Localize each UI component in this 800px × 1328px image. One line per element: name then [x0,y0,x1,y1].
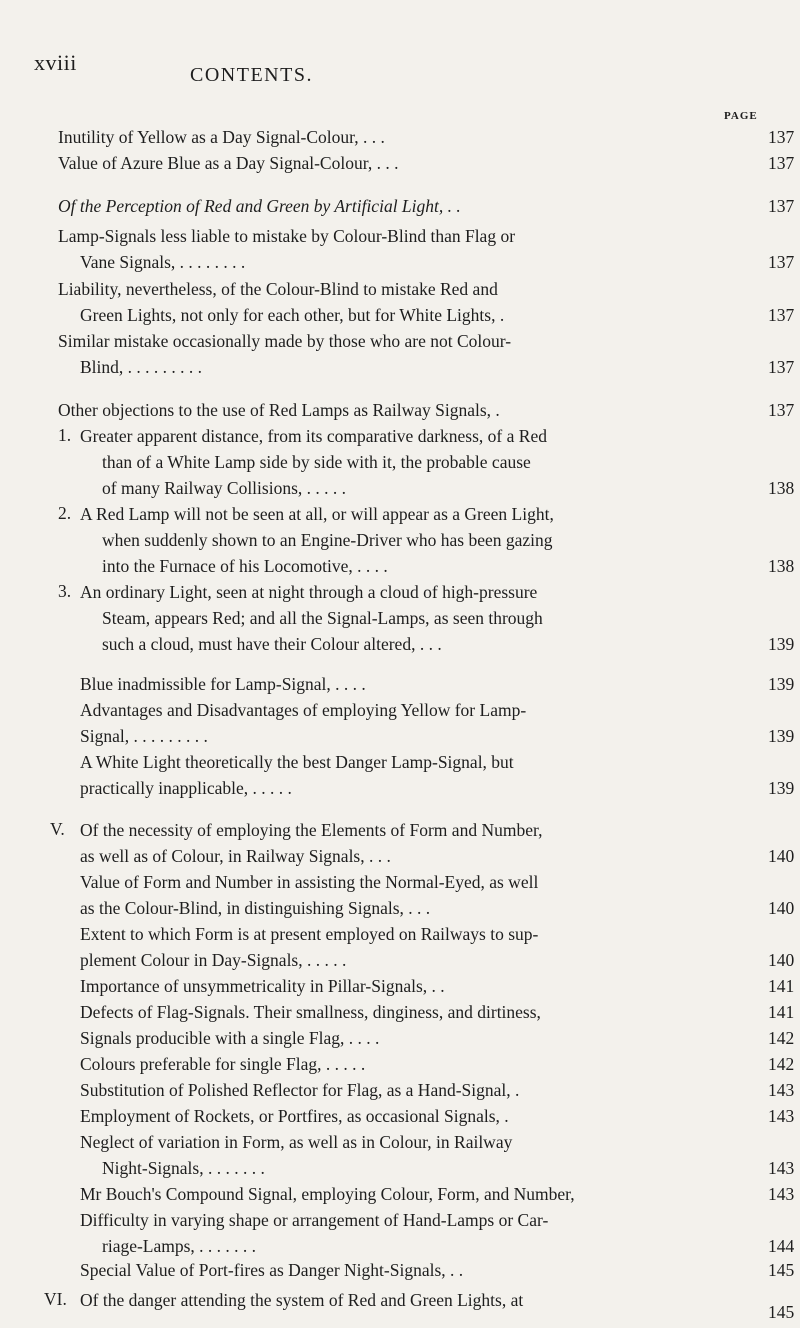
entry-line: Substitution of Polished Reflector for Flag, as a Hand-Signal, . [80,1080,520,1100]
entry-line: A Red Lamp will not be seen at all, or will appear as a Green Light, [80,504,554,524]
entry-line: Special Value of Port-fires as Danger Night-Signals, . . [80,1260,464,1280]
entry-line: as well as of Colour, in Railway Signals, . . . [80,846,391,866]
entry-line: such a cloud, must have their Colour altered, . . . [102,634,442,654]
entry-page-number: 138 [768,478,795,498]
entry-line: Signal, . . . . . . . . . [80,726,208,746]
entry-page-number: 137 [768,252,795,272]
entry-line: Liability, nevertheless, of the Colour-Blind to mistake Red and [58,279,498,299]
entry-page-number: 137 [768,153,795,173]
entry-line: Other objections to the use of Red Lamps as Railway Signals, . [58,400,500,420]
entry-number: 2. [58,503,72,523]
entry-page-number: 140 [768,898,795,918]
entry-line: Signals producible with a single Flag, . . . . [80,1028,380,1048]
entry-page-number: 137 [768,305,795,325]
entry-line: A White Light theoretically the best Danger Lamp-Signal, but [80,752,514,772]
entry-number: VI. [44,1289,67,1309]
entry-line: Value of Azure Blue as a Day Signal-Colour, . . . [58,153,399,173]
entry-page-number: 140 [768,846,795,866]
entry-page-number: 145 [768,1260,795,1280]
entry-page-number: 143 [768,1080,795,1100]
entry-page-number: 145 [768,1302,795,1322]
entry-line: Mr Bouch's Compound Signal, employing Colour, Form, and Number, [80,1184,575,1204]
entry-line: plement Colour in Day-Signals, . . . . . [80,950,347,970]
entry-line: Of the Perception of Red and Green by Artificial Light, . . [58,196,461,216]
entry-line: Of the danger attending the system of Red and Green Lights, at [80,1290,524,1310]
entry-line: practically inapplicable, . . . . . [80,778,292,798]
entry-line: Difficulty in varying shape or arrangement of Hand-Lamps or Car- [80,1210,549,1230]
entry-line: Similar mistake occasionally made by those who are not Colour- [58,331,512,351]
entry-page-number: 143 [768,1158,795,1178]
entry-line: Employment of Rockets, or Portfires, as occasional Signals, . [80,1106,509,1126]
entry-line: Greater apparent distance, from its comparative darkness, of a Red [80,426,547,446]
entry-page-number: 137 [768,400,795,420]
entry-page-number: 139 [768,778,795,798]
entry-line: riage-Lamps, . . . . . . . [102,1236,257,1256]
page-folio: xviii [34,50,77,75]
entry-line: Night-Signals, . . . . . . . [102,1158,265,1178]
entry-line: Blind, . . . . . . . . . [80,357,203,377]
entry-page-number: 137 [768,357,795,377]
entry-line: Extent to which Form is at present employed on Railways to sup- [80,924,539,944]
entry-page-number: 139 [768,674,795,694]
entry-line: Importance of unsymmetricality in Pillar-Signals, . . [80,976,445,996]
page-column-label: PAGE [724,110,758,122]
entry-line: Lamp-Signals less liable to mistake by Colour-Blind than Flag or [58,226,516,246]
entry-page-number: 139 [768,726,795,746]
entry-page-number: 141 [768,976,795,996]
entry-page-number: 139 [768,634,795,654]
entry-line: Steam, appears Red; and all the Signal-Lamps, as seen through [102,608,543,628]
entry-line: Green Lights, not only for each other, but for White Lights, . [80,305,505,325]
entry-line: Neglect of variation in Form, as well as in Colour, in Railway [80,1132,513,1152]
entry-page-number: 142 [768,1028,795,1048]
entry-line: Defects of Flag-Signals. Their smallness, dinginess, and dirtiness, [80,1002,541,1022]
entry-number: V. [50,819,65,839]
entry-page-number: 144 [768,1236,795,1256]
entry-line: Advantages and Disadvantages of employing Yellow for Lamp- [80,700,527,720]
entry-page-number: 140 [768,950,795,970]
entry-page-number: 138 [768,556,795,576]
entry-line: Blue inadmissible for Lamp-Signal, . . . . [80,674,366,694]
entry-page-number: 143 [768,1184,795,1204]
entry-number: 1. [58,425,72,445]
entry-line: when suddenly shown to an Engine-Driver who has been gazing [102,530,553,550]
entry-page-number: 137 [768,127,795,147]
entry-page-number: 142 [768,1054,795,1074]
entry-line: of many Railway Collisions, . . . . . [102,478,347,498]
entry-line: into the Furnace of his Locomotive, . . . . [102,556,388,576]
entry-line: Vane Signals, . . . . . . . . [80,252,246,272]
entry-line: Value of Form and Number in assisting the Normal-Eyed, as well [80,872,539,892]
entry-number: 3. [58,581,72,601]
entry-page-number: 137 [768,196,795,216]
entry-page-number: 141 [768,1002,795,1022]
running-head: CONTENTS. [190,64,313,86]
entry-line: than of a White Lamp side by side with it, the probable cause [102,452,531,472]
entry-line: Colours preferable for single Flag, . . . . . [80,1054,366,1074]
entry-line: An ordinary Light, seen at night through a cloud of high-pressure [80,582,538,602]
entry-line: Of the necessity of employing the Elements of Form and Number, [80,820,543,840]
entry-page-number: 143 [768,1106,795,1126]
entry-line: Inutility of Yellow as a Day Signal-Colour, . . . [58,127,385,147]
entry-line: as the Colour-Blind, in distinguishing Signals, . . . [80,898,431,918]
